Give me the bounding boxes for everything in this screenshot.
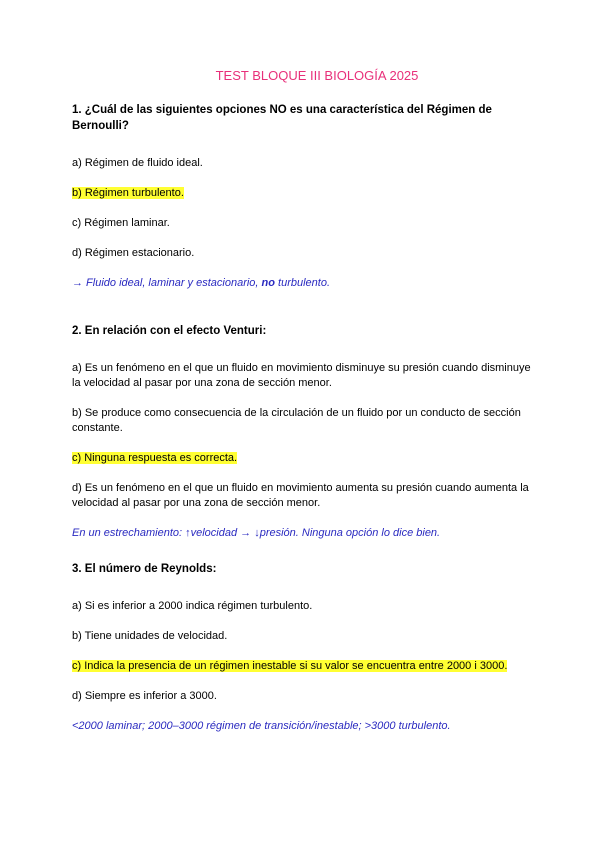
option-d: d) Es un fenómeno en el que un fluido en movimiento aumenta su presión cuando aumenta la velocidad al pasar por una zona de sección menor.	[72, 482, 529, 509]
question-3	[72, 561, 542, 734]
option-c-correct	[72, 659, 542, 674]
question-text: 2. En relación con el efecto Venturi:	[72, 325, 267, 337]
option-a: a) Régimen de fluido ideal.	[72, 157, 203, 169]
option-c: c) Régimen laminar.	[72, 217, 170, 229]
document-title: TEST BLOQUE III BIOLOGÍA 2025	[215, 68, 419, 83]
option-b: b) Tiene unidades de velocidad.	[72, 630, 228, 642]
highlighted-answer: c) Indica la presencia de un régimen inestable si su valor se encuentra entre 2000 i 3000.	[72, 660, 508, 672]
option-d: d) Siempre es inferior a 3000.	[72, 690, 217, 702]
answer-note: → Fluido ideal, laminar y estacionario, no turbulento.	[72, 277, 331, 289]
option-c-correct	[72, 451, 542, 466]
question-2	[72, 323, 542, 541]
highlighted-answer: b) Régimen turbulento.	[72, 187, 184, 199]
answer-note: En un estrechamiento: ↑velocidad → ↓presión. Ninguna opción lo dice bien.	[72, 527, 441, 539]
question-1	[72, 102, 542, 291]
option-a: a) Es un fenómeno en el que un fluido en movimiento disminuye su presión cuando disminuye la velocidad al pasar por una zona de sección menor.	[72, 362, 531, 389]
option-a: a) Si es inferior a 2000 indica régimen turbulento.	[72, 600, 313, 612]
option-b: b) Se produce como consecuencia de la circulación de un fluido por un conducto de sección constante.	[72, 407, 521, 434]
highlighted-answer: c) Ninguna respuesta es correcta.	[72, 452, 238, 464]
question-text: 3. El número de Reynolds:	[72, 563, 217, 575]
answer-note: <2000 laminar; 2000–3000 régimen de transición/inestable; >3000 turbulento.	[72, 720, 451, 732]
option-d: d) Régimen estacionario.	[72, 247, 195, 259]
document-page	[72, 68, 542, 750]
option-b-correct	[72, 186, 542, 201]
question-text: 1. ¿Cuál de las siguientes opciones NO es una característica del Régimen de Bernoulli?	[72, 104, 492, 132]
